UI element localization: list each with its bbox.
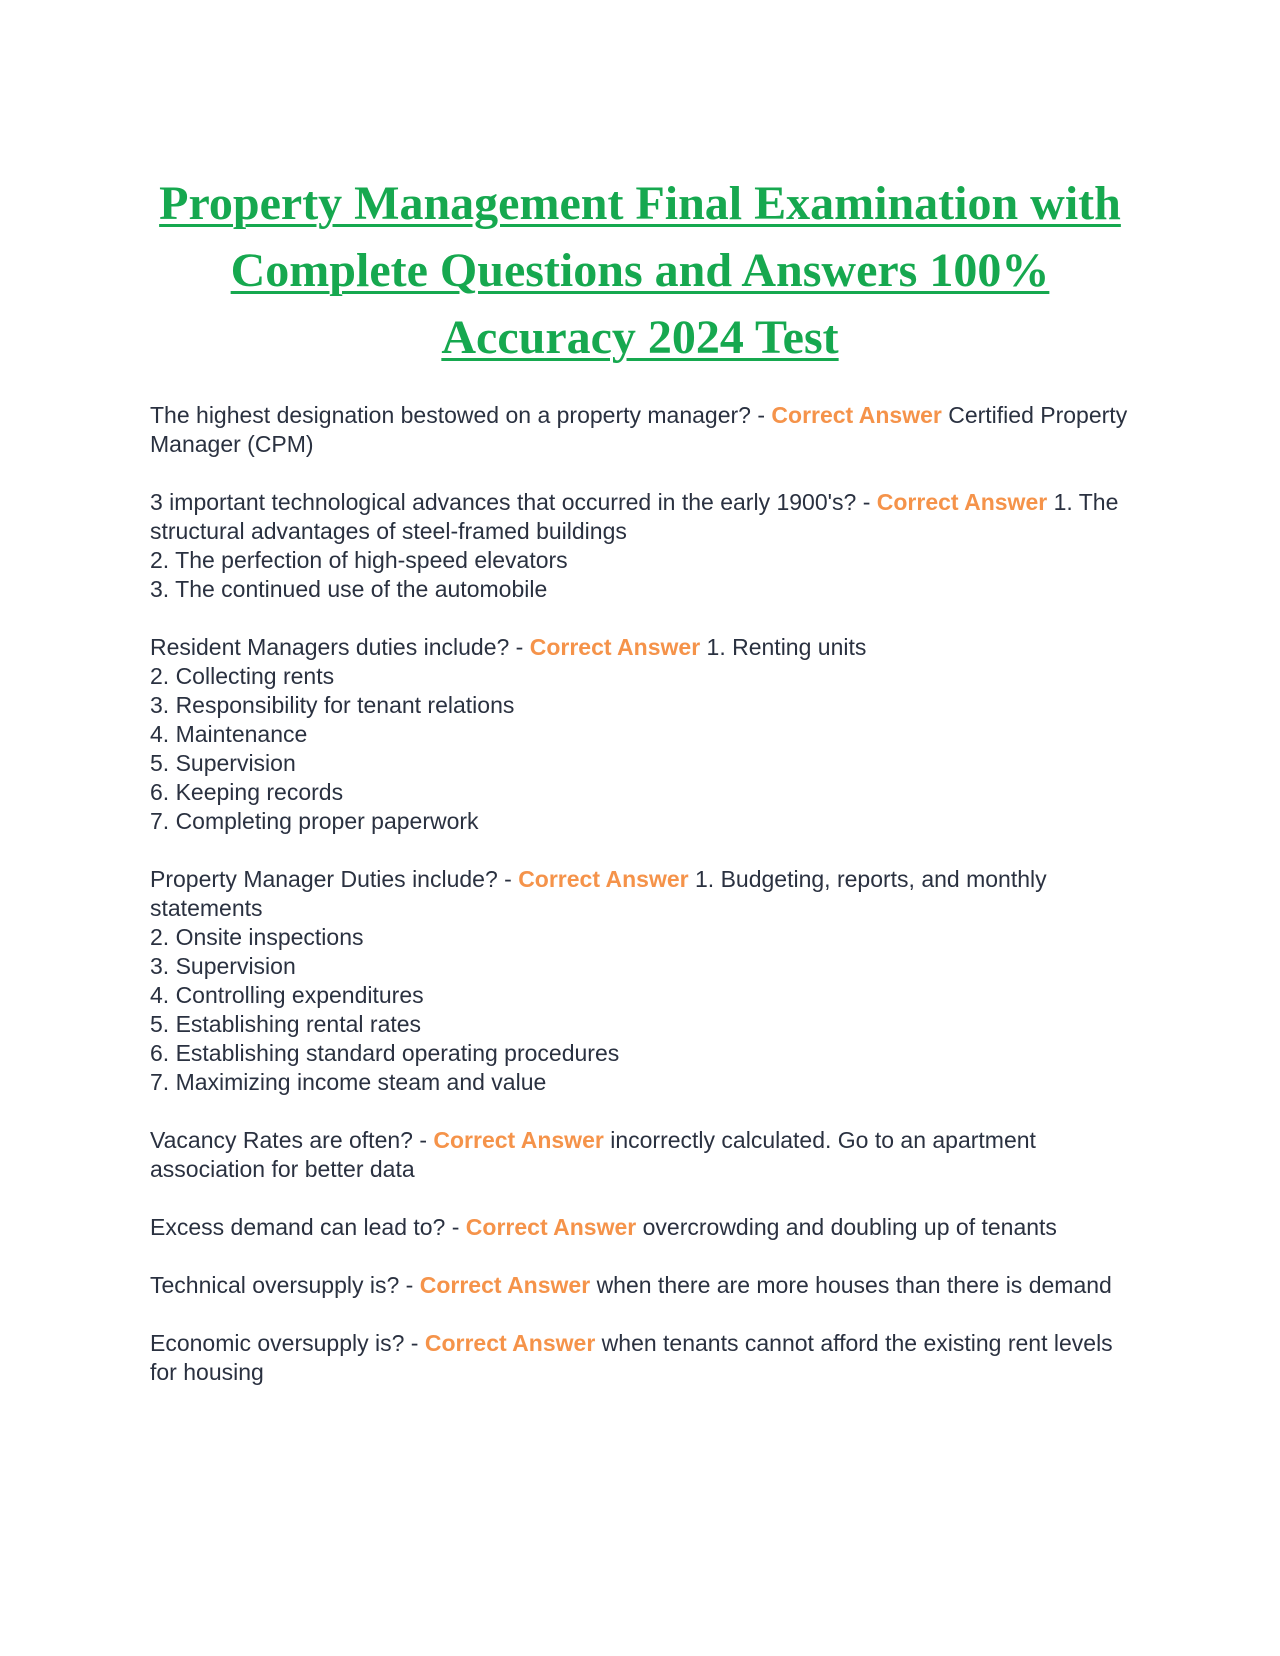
qa-question-line [150,865,1130,923]
qa-item [150,1126,1130,1184]
question-text: Vacancy Rates are often? - [150,1127,434,1153]
qa-question-line [150,401,1130,459]
answer-list-item: 4. Controlling expenditures [150,982,424,1008]
answer-text: 1. Budgeting, reports, and monthly statements [150,866,1047,921]
question-text: Technical oversupply is? - [150,1272,420,1298]
qa-item [150,1329,1130,1387]
qa-question-line [150,488,1130,546]
answer-text: 1. Renting units [706,634,867,660]
answer-text: when tenants cannot afford the existing rent levels for housing [150,1330,1113,1385]
question-text: 3 important technological advances that occurred in the early 1900's? - [150,489,877,515]
answer-text: incorrectly calculated. Go to an apartment association for better data [150,1127,1036,1182]
qa-question-line [150,1271,1130,1300]
question-text: Economic oversupply is? - [150,1330,425,1356]
answer-text: 1. The structural advantages of steel-framed buildings [150,489,1119,544]
qa-question-line [150,1329,1130,1387]
qa-item [150,633,1130,836]
qa-item [150,865,1130,1097]
answer-text: overcrowding and doubling up of tenants [642,1214,1057,1240]
qa-list [150,401,1130,1387]
correct-answer-label: Correct Answer [529,634,701,660]
question-text: The highest designation bestowed on a property manager? - [150,402,772,428]
answer-list-item: 6. Establishing standard operating procedures [150,1040,620,1066]
answer-list-item: 4. Maintenance [150,721,308,747]
answer-list-item: 5. Establishing rental rates [150,1011,422,1037]
answer-list-item: 7. Maximizing income steam and value [150,1069,547,1095]
answer-text: when there are more houses than there is demand [596,1272,1112,1298]
question-text: Property Manager Duties include? - [150,866,519,892]
answer-list-item: 5. Supervision [150,750,296,776]
qa-question-line [150,1126,1130,1184]
answer-list-item: 3. The continued use of the automobile [150,576,548,602]
answer-list-item: 7. Completing proper paperwork [150,808,479,834]
qa-item [150,488,1130,604]
qa-item [150,1271,1130,1300]
answer-list-item: 6. Keeping records [150,779,344,805]
correct-answer-label: Correct Answer [433,1127,604,1153]
question-text: Resident Managers duties include? - [150,634,530,660]
correct-answer-label: Correct Answer [419,1272,591,1298]
answer-list-item: 2. The perfection of high-speed elevators [150,547,568,573]
correct-answer-label: Correct Answer [518,866,689,892]
document-page [150,170,1130,1416]
answer-list-item: 3. Responsibility for tenant relations [150,692,515,718]
qa-question-line [150,633,1130,662]
qa-item [150,1213,1130,1242]
document-title: Property Management Final Examination with Complete Questions and Answers 100% Accuracy 2024 Test [159,177,1121,364]
answer-list-item: 2. Collecting rents [150,663,335,689]
answer-text: Certified Property Manager (CPM) [150,402,1128,457]
correct-answer-label: Correct Answer [771,402,942,428]
answer-list-item: 2. Onsite inspections [150,924,364,950]
question-text: Excess demand can lead to? - [150,1214,466,1240]
qa-question-line [150,1213,1130,1242]
answer-list-item: 3. Supervision [150,953,296,979]
correct-answer-label: Correct Answer [465,1214,637,1240]
qa-item [150,401,1130,459]
correct-answer-label: Correct Answer [424,1330,596,1356]
correct-answer-label: Correct Answer [876,489,1048,515]
